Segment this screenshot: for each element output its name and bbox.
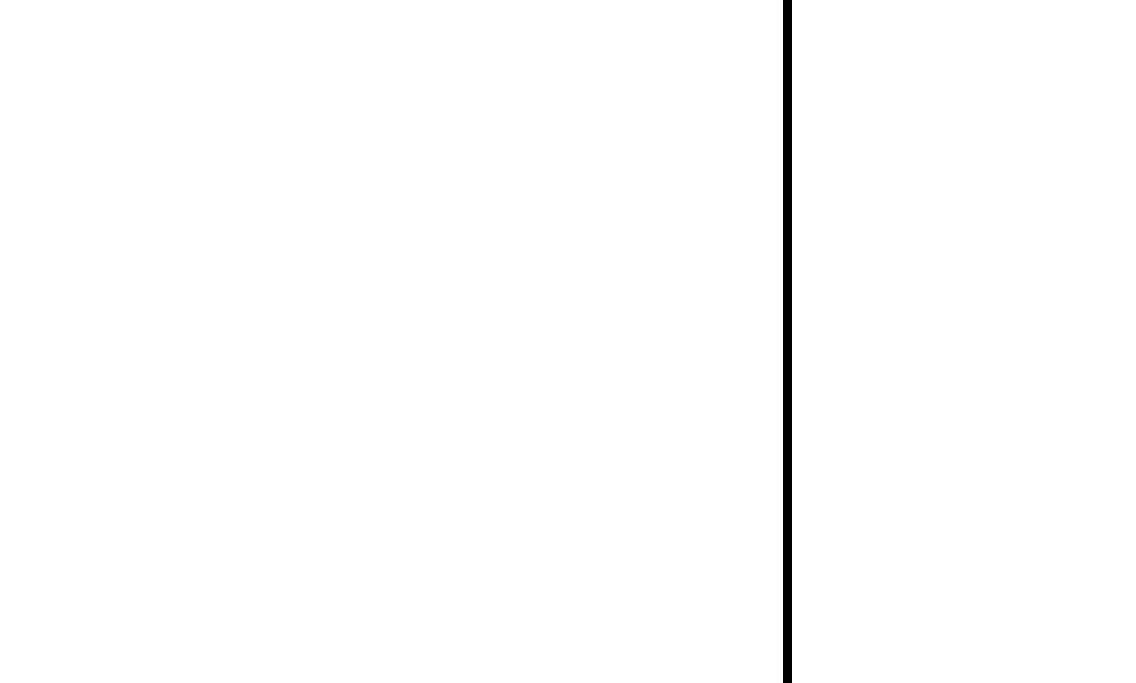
frozen-column-divider <box>783 0 792 683</box>
